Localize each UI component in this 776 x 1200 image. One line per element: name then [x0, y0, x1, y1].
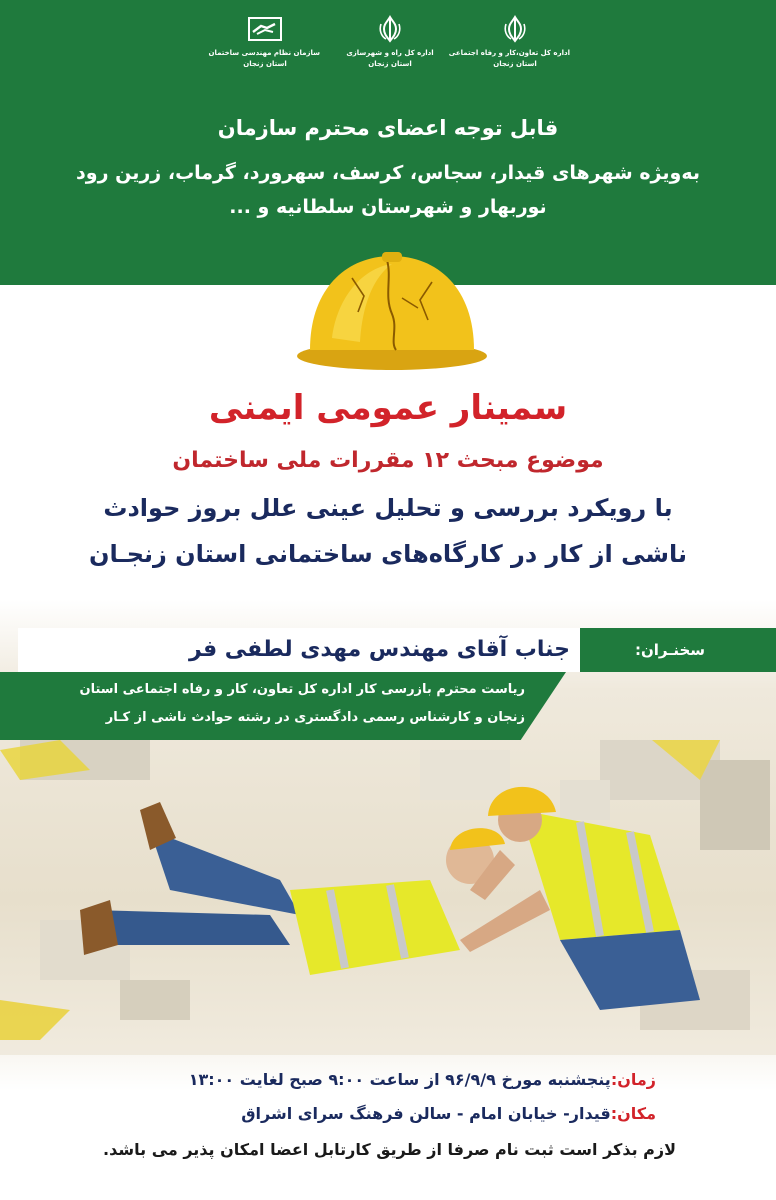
attention-heading: قابل توجه اعضای محترم سازمان	[217, 116, 559, 140]
event-location-label: مکان:	[610, 1104, 656, 1123]
logo-roads-line2: استان زنجان	[368, 60, 412, 68]
seminar-description-1: با رویکرد بررسی و تحلیل عینی علل بروز حوادث	[103, 494, 673, 522]
event-time	[36, 1070, 656, 1089]
logo-labor-line1: اداره کل تعاون،کار و رفاه اجتماعی	[448, 49, 570, 57]
logo-engineering-line2: استان زنجان	[243, 60, 287, 68]
injured-worker-illustration	[0, 740, 776, 1070]
seminar-subtitle: موضوع مبحث ۱۲ مقررات ملی ساختمان	[172, 448, 604, 473]
cracked-helmet-icon	[292, 238, 492, 378]
speaker-role-line-1: ریاست محترم بازرسی کار اداره کل تعاون، کار و رفاه اجتماعی استان	[79, 682, 525, 697]
logo-labor-line2: استان زنجان	[493, 60, 537, 68]
event-time-value: پنجشنبه مورخ ۹۶/۹/۹ از ساعت ۹:۰۰ صبح لغایت ۱۳:۰۰	[188, 1070, 611, 1089]
event-time-label: زمان:	[610, 1070, 656, 1089]
logo-engineering-line1: سازمان نظام مهندسی ساختمان	[208, 49, 320, 57]
emblem-icon	[375, 14, 405, 44]
speaker-label: سخنـران:	[634, 641, 706, 659]
logo-engineering-org	[210, 14, 320, 84]
logo-roads-line1: اداره کل راه و شهرسازی	[346, 49, 434, 57]
handshake-logo-icon	[247, 14, 283, 44]
emblem-icon	[500, 14, 530, 44]
cities-line-2: نوربهار و شهرستان سلطانیه و ...	[229, 196, 547, 218]
logo-labor-office	[448, 14, 570, 84]
seminar-description-2: ناشی از کار در کارگاه‌های ساختمانی استان زنجـان	[89, 540, 687, 568]
logo-roads-office	[335, 14, 445, 84]
speaker-name: جناب آقای مهندس مهدی لطفی فر	[189, 637, 570, 662]
event-location-value: قیدار- خیابان امام - سالن فرهنگ سرای اشراق	[241, 1104, 611, 1123]
seminar-title: سمینار عمومی ایمنی	[208, 388, 568, 428]
event-location	[36, 1104, 656, 1123]
speaker-role-line-2: زنجان و کارشناس رسمی دادگستری در رشته حوادث ناشی از کـار	[105, 710, 525, 725]
logo-row	[210, 14, 570, 84]
registration-note: لازم بذکر است ثبت نام صرفا از طریق کارتابل اعضا امکان پذیر می باشد.	[103, 1140, 676, 1159]
cities-line-1: به‌ویژه شهرهای قیدار، سجاس، کرسف، سهرورد، گرماب، زرین رود	[76, 162, 700, 184]
